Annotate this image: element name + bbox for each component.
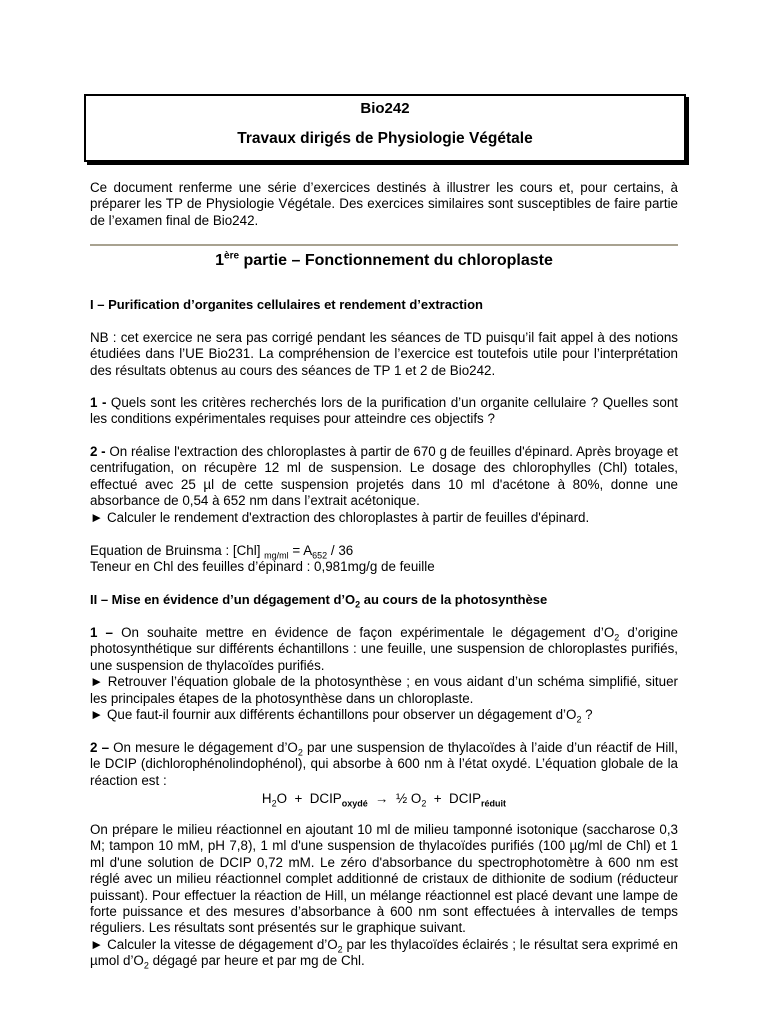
part-title-text: partie – Fonctionnement du chloroplaste xyxy=(239,252,553,269)
bruinsma-equation xyxy=(90,543,678,576)
intro-paragraph: Ce document renferme une série d’exercices destinés à illustrer les cours et, pour certains, à préparer les TP de Physiologie Végétale. Des exercices similaires sont susceptibles de faire partie de l’examen final de Bio242. xyxy=(90,180,678,228)
subscript: 2 xyxy=(297,747,303,758)
course-code: Bio242 xyxy=(360,100,410,117)
question-text: On mesure le dégagement d’O xyxy=(109,740,298,755)
bullet-arrow-icon: ► xyxy=(90,509,104,525)
reaction-arrow: → xyxy=(367,791,397,806)
reaction-part: + DCIP xyxy=(426,791,482,806)
section-divider xyxy=(90,244,678,246)
section-1-title: I – Purification d’organites cellulaires et rendement d’extraction xyxy=(90,297,483,312)
reaction-part: O + DCIP xyxy=(276,791,342,806)
question-number: 2 - xyxy=(90,444,106,459)
question-text: par une suspension de thylacoïdes à l’aide d’un réactif de Hill, le DCIP (dichlorophénolindophénol), qui absorbe à 600 nm à l’état oxydé. L’équation globale de la réaction est : xyxy=(90,740,678,788)
bullet-arrow-icon: ► xyxy=(90,674,104,690)
part-number: 1 xyxy=(215,252,225,269)
subscript: 2 xyxy=(614,632,620,643)
equation-part: / 36 xyxy=(327,543,354,558)
title-part: II – Mise en évidence d’un dégagement d’O xyxy=(90,592,356,607)
hill-reaction-equation xyxy=(90,791,678,807)
task-text: Calculer la vitesse de dégagement d’O xyxy=(103,936,338,952)
leaf-chl-content: Teneur en Chl des feuilles d’épinard : 0,981mg/g de feuille xyxy=(90,559,435,575)
task-text: Calculer le rendement d'extraction des chloroplastes à partir de feuilles d'épinard. xyxy=(103,509,590,525)
question-1-2 xyxy=(90,444,678,526)
question-text: d’origine photosynthétique sur différents échantillons : une feuille, une suspension de chloroplastes purifiés, une suspension de thylacoïdes purifiés. xyxy=(90,625,678,673)
question-text: On réalise l'extraction des chloroplastes à partir de 670 g de feuilles d'épinard. Après broyage et centrifugation, on récupère 12 ml de suspension. Le dosage des chlorophylles (Chl) totales, effectué avec 25 µl de cette suspension projetés dans 10 ml d'acétone à 80%, donne une absorbance de 0,54 à 652 nm dans l’extrait acétonique. xyxy=(90,444,678,509)
equation-subscript: mg/ml xyxy=(264,550,289,561)
protocol-text: On prépare le milieu réactionnel en ajoutant 10 ml de milieu tamponné isotonique (saccharose 0,3 M; tampon 10 mM, pH 7,8), 1 ml d'une suspension de thylacoïdes purifiés (100 µg/ml de Chl) et 1 ml d'une solution de DCIP 0,72 mM. Le zéro d'absorbance du spectrophotomètre à 600 nm est réglé avec un milieu réactionnel complet additionné de cristaux de dithionite de sodium (réducteur puissant). Pour effectuer la réaction de Hill, un mélange réactionnel est placé devant une lampe de forte puissance et des mesures d’absorbance à 600 nm sont effectuées à intervalles de temps réguliers. Les résultats sont présentés sur le graphique suivant. xyxy=(90,822,678,936)
reaction-part: ½ O xyxy=(396,791,422,806)
question-number: 2 – xyxy=(90,740,110,755)
course-title: Travaux dirigés de Physiologie Végétale xyxy=(237,130,533,147)
question-2-2 xyxy=(90,740,678,789)
question-2-1 xyxy=(90,625,678,723)
part-title xyxy=(90,250,678,272)
bullet-arrow-icon: ► xyxy=(90,707,104,723)
question-number: 1 - xyxy=(90,395,107,410)
part-number-sup: ère xyxy=(224,250,240,262)
subscript: 2 xyxy=(143,960,149,971)
task-text: Que faut-il fournir aux différents échantillons pour observer un dégagement d’O xyxy=(103,707,577,723)
reaction-subscript: réduit xyxy=(481,798,507,809)
question-1-1 xyxy=(90,395,678,428)
title-box xyxy=(84,94,686,162)
question-text: Quels sont les critères recherchés lors de la purification d’un organite cellulaire ? Quelles sont les conditions expérimentales requises pour atteindre ces objectifs ? xyxy=(90,395,678,427)
reaction-subscript: 2 xyxy=(421,798,427,809)
question-number: 1 – xyxy=(90,625,113,640)
equation-part: = A xyxy=(288,543,313,558)
task-text: Retrouver l’équation globale de la photosynthèse ; en vous aidant d’un schéma simplifié, situer les principales étapes de la photosynthèse dans un chloroplaste. xyxy=(90,674,678,706)
equation-subscript: 652 xyxy=(312,550,328,561)
reaction-subscript: 2 xyxy=(271,798,277,809)
reaction-subscript: oxydé xyxy=(341,798,368,809)
nb-paragraph: NB : cet exercice ne sera pas corrigé pendant les séances de TD puisqu’il fait appel à des notions étudiées dans l’UE Bio231. La compréhension de l’exercice est toutefois utile pour l’interprétation des résultats obtenus au cours des séances de TP 1 et 2 de Bio242. xyxy=(90,330,678,378)
section-2-title xyxy=(90,592,678,608)
equation-part: Equation de Bruinsma : [Chl] xyxy=(90,543,265,558)
bullet-arrow-icon: ► xyxy=(90,936,104,952)
task-text: ? xyxy=(581,707,593,723)
title-part: au cours de la photosynthèse xyxy=(360,592,548,607)
task-text: dégagé par heure et par mg de Chl. xyxy=(148,953,365,969)
question-text: On souhaite mettre en évidence de façon expérimentale le dégagement d’O xyxy=(112,625,615,640)
subscript: 2 xyxy=(337,944,343,955)
subscript: 2 xyxy=(576,714,582,725)
task-text: par les thylacoïdes éclairés ; le résultat sera exprimé en µmol d’O xyxy=(90,936,678,969)
title-subscript: 2 xyxy=(355,599,361,610)
protocol-paragraph xyxy=(90,822,678,970)
reaction-part: H xyxy=(261,791,272,806)
